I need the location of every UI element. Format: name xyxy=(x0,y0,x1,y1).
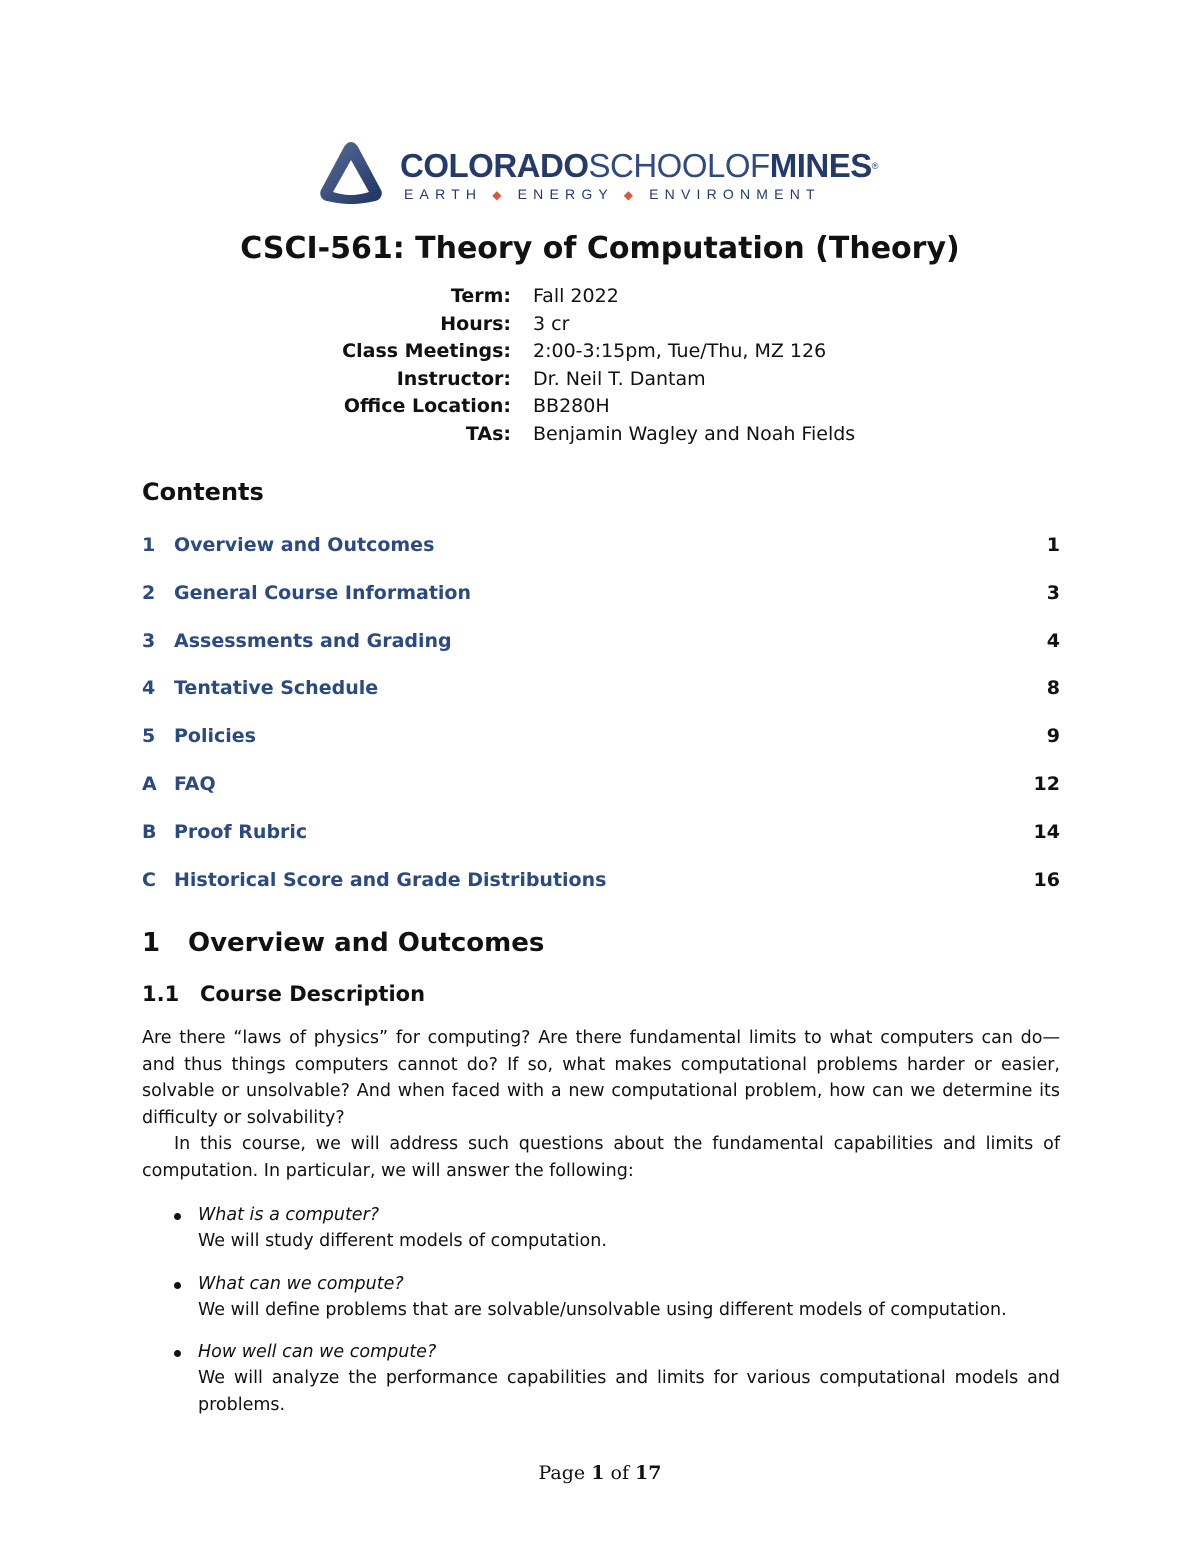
bullet-answer: We will analyze the performance capabilities and limits for various computational models and problems. xyxy=(198,1368,1060,1415)
logo-tag-environment: ENVIRONMENT xyxy=(649,186,821,202)
toc-number: C xyxy=(142,869,156,891)
info-key: Term: xyxy=(450,285,511,307)
info-value: 3 cr xyxy=(533,312,570,335)
toc-page-number: 12 xyxy=(1033,773,1060,795)
toc-page-number: 1 xyxy=(1046,534,1060,556)
toc-item-faq[interactable] xyxy=(142,771,1060,799)
toc-link[interactable]: Assessments and Grading xyxy=(174,630,452,652)
bullet-question: How well can we compute? xyxy=(198,1342,437,1362)
contents-heading: Contents xyxy=(142,478,264,506)
toc-page-number: 14 xyxy=(1033,821,1060,843)
footer-page-number: 1 xyxy=(591,1462,605,1484)
toc-link[interactable]: General Course Information xyxy=(174,582,471,604)
toc-number: A xyxy=(142,773,157,795)
logo-tagline xyxy=(404,186,821,202)
toc-page-number: 4 xyxy=(1046,630,1060,652)
logo-word-mines: MINES xyxy=(769,147,872,184)
bullet-question: What can we compute? xyxy=(198,1274,404,1294)
toc-link[interactable]: Proof Rubric xyxy=(174,821,308,843)
toc-number: 4 xyxy=(142,677,156,699)
paragraph-intro: Are there “laws of physics” for computing? Are there fundamental limits to what computers can do—and thus things computers cannot do? If so, what makes computational problems harder or easier, solvable or unsolvable? And when faced with a new computational problem, how can we determine its difficulty or solvability? xyxy=(142,1028,1060,1128)
logo-tag-energy: ENERGY xyxy=(517,186,614,202)
toc-item-overview[interactable] xyxy=(142,532,1060,560)
toc-item-policies[interactable] xyxy=(142,723,1060,751)
subsection-number: 1.1 xyxy=(142,982,180,1006)
footer-prefix: Page xyxy=(538,1462,586,1484)
info-row-office-location xyxy=(0,394,1200,422)
logo-word-schoolof: SCHOOLOF xyxy=(588,147,770,184)
toc-number: 3 xyxy=(142,630,156,652)
toc-link[interactable]: Overview and Outcomes xyxy=(174,534,435,556)
toc-link[interactable]: Tentative Schedule xyxy=(174,677,379,699)
info-row-hours xyxy=(0,312,1200,340)
subsection-title: Course Description xyxy=(200,982,426,1006)
toc-item-assessments[interactable] xyxy=(142,628,1060,656)
toc-link[interactable]: Policies xyxy=(174,725,256,747)
logo-word-colorado: COLORADO xyxy=(400,147,589,184)
toc-number: 2 xyxy=(142,582,156,604)
school-logo xyxy=(318,140,888,210)
toc-number: 1 xyxy=(142,534,156,556)
info-key: Office Location: xyxy=(343,395,511,417)
paragraph-course-scope: In this course, we will address such questions about the fundamental capabilities and limits of computation. In particular, we will answer the following: xyxy=(142,1134,1060,1181)
info-value: Benjamin Wagley and Noah Fields xyxy=(533,422,856,445)
mines-triangle-logo-icon xyxy=(318,140,384,206)
bullet-answer: We will study different models of computation. xyxy=(198,1231,607,1251)
info-row-term xyxy=(0,284,1200,312)
toc-page-number: 16 xyxy=(1033,869,1060,891)
bullet-icon xyxy=(174,1282,181,1289)
diamond-icon: ◆ xyxy=(623,188,640,202)
bullet-icon xyxy=(174,1350,181,1357)
footer-of: of xyxy=(610,1462,629,1484)
info-key: Class Meetings: xyxy=(342,340,511,362)
info-key: TAs: xyxy=(465,422,511,445)
info-row-tas xyxy=(0,422,1200,450)
section-number: 1 xyxy=(142,928,161,958)
toc-number: 5 xyxy=(142,725,156,747)
toc-link[interactable]: Historical Score and Grade Distributions xyxy=(174,869,607,891)
bullet-answer: We will define problems that are solvable/unsolvable using different models of computation. xyxy=(198,1300,1007,1320)
info-key: Instructor: xyxy=(396,367,511,390)
info-key: Hours: xyxy=(440,312,511,335)
info-value: BB280H xyxy=(533,395,610,417)
footer-total-pages: 17 xyxy=(635,1462,662,1484)
section-heading xyxy=(142,928,544,958)
subsection-heading xyxy=(142,982,425,1006)
toc-link[interactable]: FAQ xyxy=(174,773,216,795)
page-footer xyxy=(0,1462,1200,1484)
toc-page-number: 3 xyxy=(1046,582,1060,604)
bullet-icon xyxy=(174,1213,181,1220)
toc-item-general-info[interactable] xyxy=(142,580,1060,608)
toc-item-schedule[interactable] xyxy=(142,675,1060,703)
info-value: Fall 2022 xyxy=(533,285,619,307)
logo-registered-mark: ® xyxy=(871,161,878,171)
info-row-instructor xyxy=(0,367,1200,395)
document-title: CSCI-561: Theory of Computation (Theory) xyxy=(240,231,960,266)
toc-page-number: 9 xyxy=(1046,725,1060,747)
info-value: Dr. Neil T. Dantam xyxy=(533,367,706,390)
diamond-icon: ◆ xyxy=(492,188,508,202)
toc-page-number: 8 xyxy=(1046,677,1060,699)
bullet-question: What is a computer? xyxy=(198,1205,380,1225)
logo-tag-earth: EARTH xyxy=(404,186,483,202)
logo-wordmark xyxy=(400,148,878,184)
info-value: 2:00-3:15pm, Tue/Thu, MZ 126 xyxy=(533,340,827,362)
toc-item-proof-rubric[interactable] xyxy=(142,819,1060,847)
toc-item-historical-scores[interactable] xyxy=(142,867,1060,895)
info-row-class-meetings xyxy=(0,339,1200,367)
section-title: Overview and Outcomes xyxy=(188,928,545,958)
toc-number: B xyxy=(142,821,157,843)
